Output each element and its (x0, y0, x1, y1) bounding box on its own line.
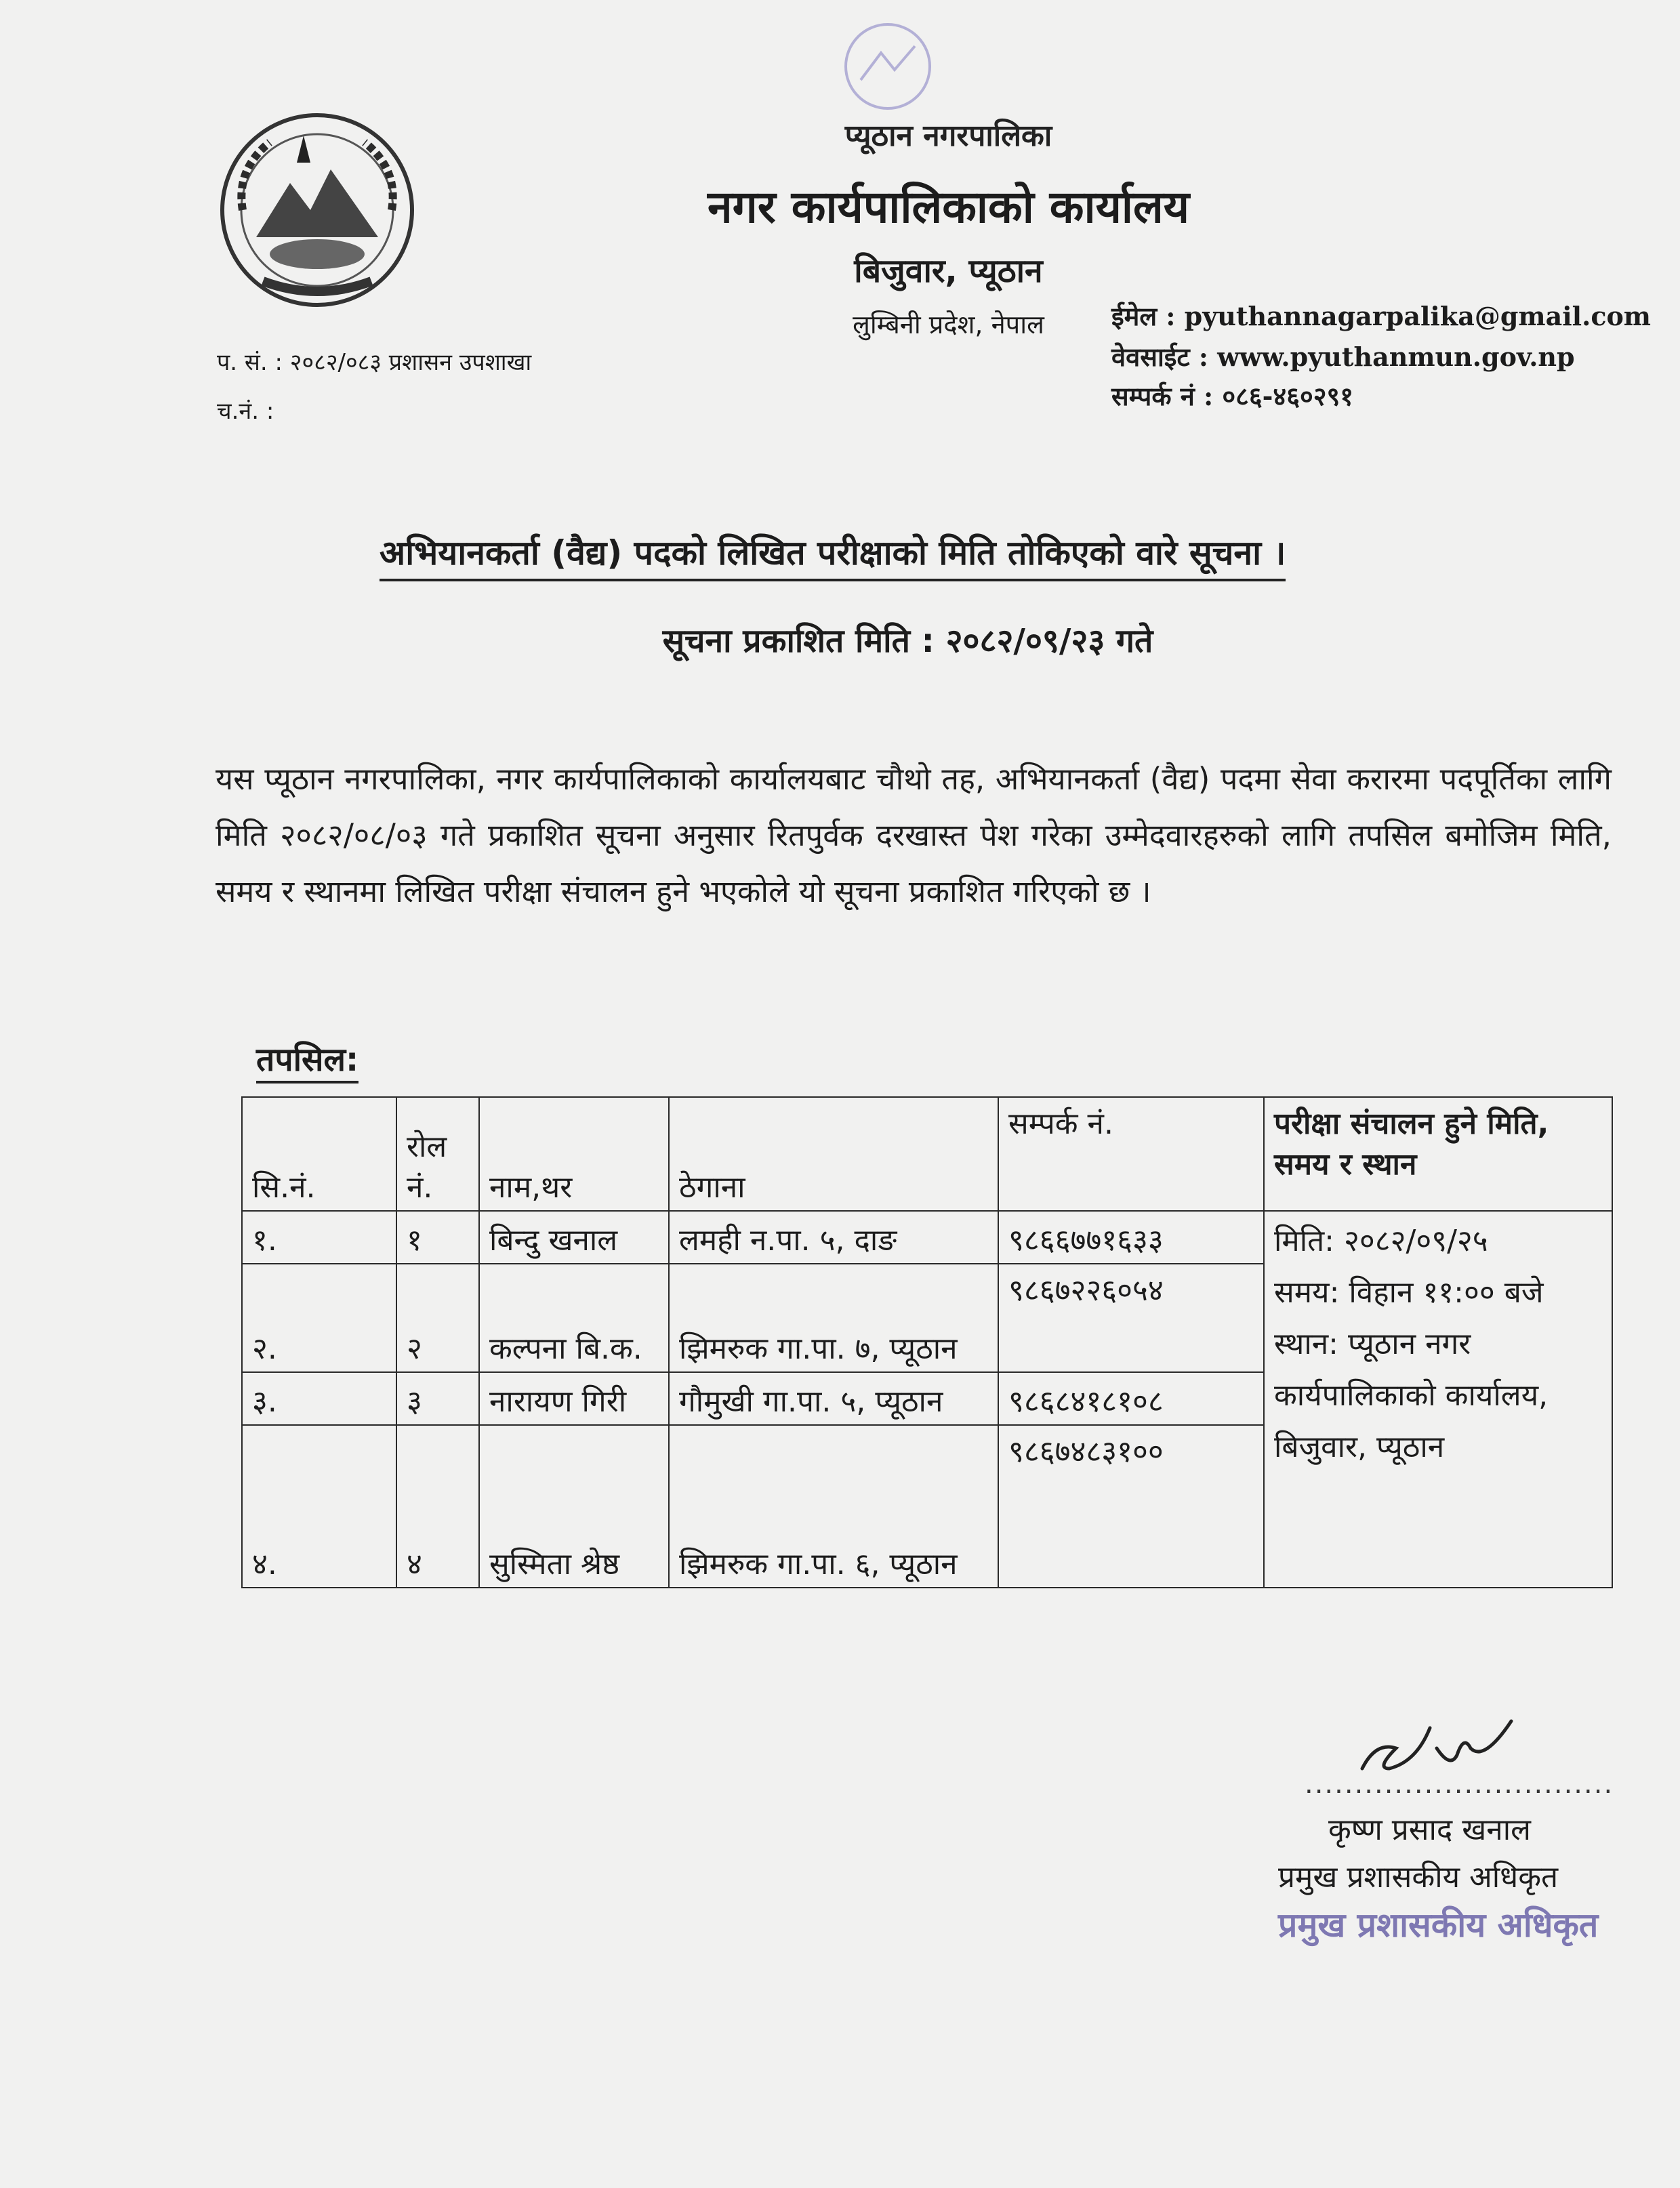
signatory-designation: प्रमुख प्रशासकीय अधिकृत (1278, 1860, 1559, 1895)
phone-line: सम्पर्क नं : ०८६-४६०२९१ (1111, 381, 1353, 411)
cell-contact: ९८६७४८३१०० (998, 1425, 1264, 1588)
cell-roll: १ (396, 1211, 479, 1264)
cell-contact: ९८६७२२६०५४ (998, 1264, 1264, 1372)
publication-date: सूचना प्रकाशित मिति : २०८२/०९/२३ गते (662, 622, 1153, 660)
header-serial: सि.नं. (242, 1097, 396, 1211)
office-stamp-icon (834, 19, 942, 114)
exam-details-cell (1264, 1211, 1612, 1588)
cell-name: नारायण गिरी (479, 1372, 669, 1425)
cell-name: कल्पना बि.क. (479, 1264, 669, 1372)
header-contact: सम्पर्क नं. (998, 1097, 1264, 1211)
header-exam-details: परीक्षा संचालन हुने मिति, समय र स्थान (1264, 1097, 1612, 1211)
cell-roll: ३ (396, 1372, 479, 1425)
exam-venue: स्थान: प्यूठान नगर कार्यपालिकाको कार्यालय, बिजुवार, प्यूठान (1274, 1327, 1549, 1464)
office-name: नगर कार्यपालिकाको कार्यालय (708, 181, 1189, 233)
municipality-name: प्यूठान नगरपालिका (844, 119, 1052, 153)
exam-schedule-table (241, 1096, 1613, 1588)
cell-serial: २. (242, 1264, 396, 1372)
email-line: ईमेल : pyuthannagarpalika@gmail.com (1111, 301, 1652, 331)
office-province: लुम्बिनी प्रदेश, नेपाल (853, 310, 1044, 339)
signatory-name: कृष्ण प्रसाद खनाल (1328, 1813, 1531, 1847)
designation-stamp: प्रमुख प्रशासकीय अधिकृत (1278, 1905, 1599, 1945)
cell-address: गौमुखी गा.पा. ५, प्यूठान (669, 1372, 998, 1425)
office-place: बिजुवार, प्यूठान (854, 252, 1043, 290)
exam-time: समय: विहान ११:०० बजे (1274, 1275, 1544, 1310)
table-row (242, 1211, 1612, 1264)
cell-roll: २ (396, 1264, 479, 1372)
exam-date: मिति: २०८२/०९/२५ (1274, 1224, 1488, 1258)
notice-title: अभियानकर्ता (वैद्य) पदको लिखित परीक्षाको मिति तोकिएको वारे सूचना । (380, 529, 1286, 581)
website-line: वेवसाईट : www.pyuthanmun.gov.np (1111, 342, 1575, 372)
cell-address: झिमरुक गा.पा. ७, प्यूठान (669, 1264, 998, 1372)
cell-name: सुस्मिता श्रेष्ठ (479, 1425, 669, 1588)
cell-serial: १. (242, 1211, 396, 1264)
header-roll: रोल नं. (396, 1097, 479, 1211)
header-address: ठेगाना (669, 1097, 998, 1211)
cell-roll: ४ (396, 1425, 479, 1588)
cell-address: लमही न.पा. ५, दाङ (669, 1211, 998, 1264)
cell-serial: ४. (242, 1425, 396, 1588)
reference-number: प. सं. : २०८२/०८३ प्रशासन उपशाखा (217, 349, 532, 376)
cell-contact: ९८६८४१८१०८ (998, 1372, 1264, 1425)
cell-address: झिमरुक गा.पा. ६, प्यूठान (669, 1425, 998, 1588)
cell-name: बिन्दु खनाल (479, 1211, 669, 1264)
cell-serial: ३. (242, 1372, 396, 1425)
dispatch-number: च.नं. : (217, 398, 274, 425)
table-header-row (242, 1097, 1612, 1211)
notice-body: यस प्यूठान नगरपालिका, नगर कार्यपालिकाको कार्यालयबाट चौथो तह, अभियानकर्ता (वैद्य) पदमा सेवा करारमा पदपूर्तिका लागि मिति २०८२/०८/०३ गते प्रकाशित सूचना अनुसार रितपुर्वक दरखास्त पेश गरेका उम्मेदवारहरुको लागि तपसिल बमोजिम मिति, समय र स्थानमा लिखित परीक्षा संचालन हुने भएकोले यो सूचना प्रकाशित गरिएको छ । (216, 761, 1612, 909)
header-name: नाम,थर (479, 1097, 669, 1211)
cell-contact: ९८६६७७१६३३ (998, 1211, 1264, 1264)
signature-line: ............................... (1305, 1769, 1614, 1800)
schedule-heading: तपसिल: (256, 1037, 358, 1083)
